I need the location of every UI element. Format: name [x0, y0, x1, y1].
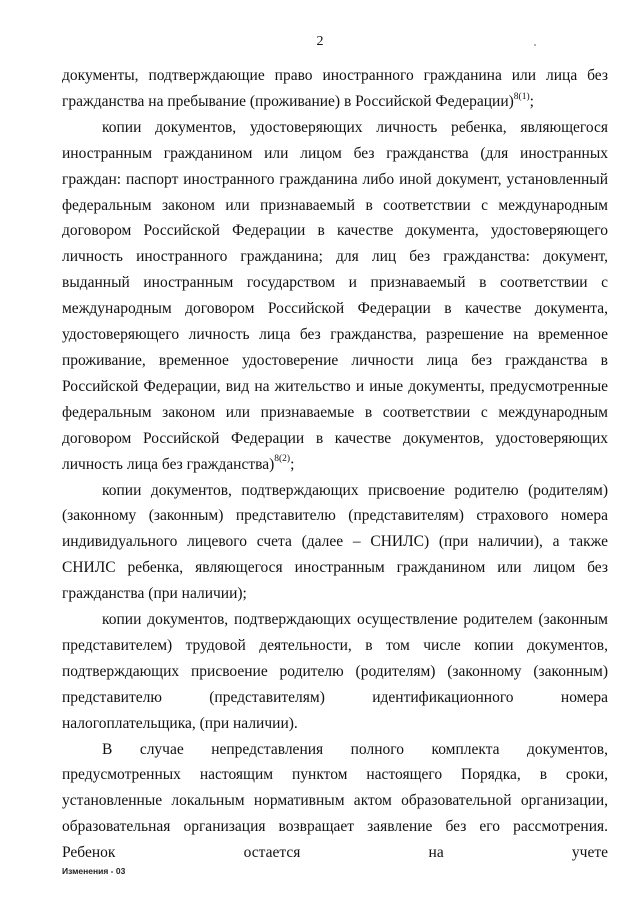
paragraph-tail: ;: [290, 455, 295, 473]
scan-artifact: [534, 44, 536, 46]
paragraph-residence-documents: [62, 63, 608, 115]
paragraph-snils-documents: копии документов, подтверждающих присвоение родителю (родителям) (законному (законным) представителю (представителям) страхового номера индивидуального лицевого счета (далее – СНИЛС) (при наличии), а также СНИЛС ребенка, являющегося иностранным гражданином или лицом без гражданства (при наличии);: [62, 481, 608, 603]
paragraph-tail: ;: [529, 92, 534, 110]
paragraph-incomplete-documents: В случае непредставления полного комплекта документов, предусмотренных настоящим пунктом настоящего Порядка, в сроки, установленные локальным нормативным актом образовательной организации, образовательная организация возвращает заявление без его рассмотрения. Ребенок остается на учете: [62, 740, 608, 862]
page-number: 2: [316, 34, 324, 49]
paragraph-identity-documents: [62, 115, 608, 478]
footer-revision-label: Изменения - 03: [62, 866, 126, 876]
footnote-reference: 8(1): [513, 91, 530, 102]
document-body: [62, 63, 608, 866]
paragraph-employment-documents: копии документов, подтверждающих осуществление родителем (законным представителем) трудовой деятельности, в том числе копии документов, подтверждающих присвоение родителю (родителям) (законному (законным) представителю (представителям) идентификационного номера налогоплательщика, (при наличии).: [62, 611, 608, 732]
paragraph-text: копии документов, удостоверяющих личность ребенка, являющегося иностранным гражданином или лицом без гражданства (для иностранных граждан: паспорт иностранного гражданина либо иной документ, установленный федеральным законом или признаваемый в соответствии с международным договором Российской Федерации в качестве документа, удостоверяющего личность иностранного гражданина; для лиц без гражданства: документ, выданный иностранным государством и признаваемый в соответствии с международным договором Российской Федерации в качестве документа, удостоверяющего личность лица без гражданства, разрешение на временное проживание, временное удостоверение личности лица без гражданства в Российской Федерации, вид на жительство и иные документы, предусмотренные федеральным законом или признаваемые в соответствии с международным договором Российской Федерации в качестве документов, удостоверяющих личность лица без гражданства): [62, 118, 608, 473]
footnote-reference: 8(2): [274, 454, 291, 465]
paragraph-text: документы, подтверждающие право иностранного гражданина или лица без гражданства на пребывание (проживание) в Российской Федерации): [62, 67, 608, 110]
